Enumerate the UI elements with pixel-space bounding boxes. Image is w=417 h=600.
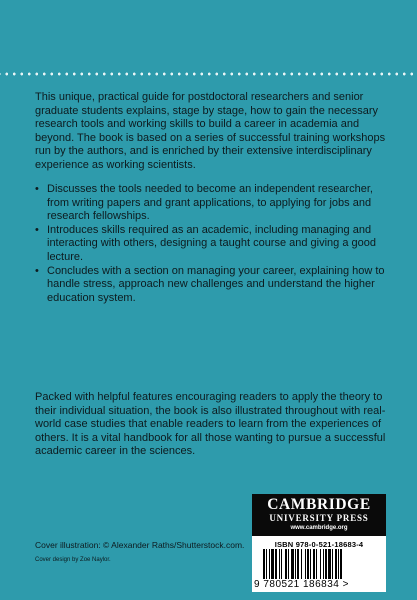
bullet-icon: • <box>35 264 39 277</box>
publisher-subtitle: UNIVERSITY PRESS <box>269 513 369 523</box>
bullet-icon: • <box>35 223 39 236</box>
bullet-icon: • <box>35 183 39 195</box>
intro-paragraph: This unique, practical guide for postdoctoral researchers and senior graduate students explains, stage by stage, how to gain the necessary research tools and working skills to build a career in academia and beyond. The book is based on a series of successful training workshops run by the authors, and is enriched by their extensive interdisciplinary experience as working scientists. <box>35 91 386 171</box>
feature-text: Introduces skills required as an academic, including managing and interacting with others, designing a taught course and giving a good lecture. <box>47 223 376 263</box>
feature-text: Concludes with a section on managing your career, explaining how to handle stress, approach new challenges and understand the higher education system. <box>47 264 385 304</box>
barcode-icon <box>263 549 375 579</box>
feature-text: Discusses the tools needed to become an independent researcher, from writing papers and grant applications, to applying for jobs and research fellowships. <box>47 183 373 223</box>
barcode-number: 9 780521 186834 > <box>254 579 349 590</box>
feature-item <box>35 183 387 224</box>
closing-paragraph: Packed with helpful features encouraging readers to apply the theory to their individual situation, the book is also illustrated throughout with real-world case studies that enable readers to learn from the experiences of others. It is a vital handbook for all those wanting to pursue a successful academic career in the sciences. <box>35 391 386 458</box>
feature-item <box>35 265 387 306</box>
cover-illustration-credit: Cover illustration: © Alexander Raths/Shutterstock.com. <box>35 540 245 550</box>
cover-design-credit: Cover design by Zoe Naylor. <box>35 557 111 563</box>
barcode-panel <box>252 536 386 592</box>
isbn-label: ISBN 978-0-521-18683-4 <box>274 540 364 549</box>
dotted-divider <box>0 72 417 76</box>
publisher-logo <box>252 494 386 536</box>
publisher-name: CAMBRIDGE <box>267 496 371 513</box>
feature-item <box>35 224 387 265</box>
publisher-url: www.cambridge.org <box>290 525 348 531</box>
feature-list <box>35 183 387 305</box>
